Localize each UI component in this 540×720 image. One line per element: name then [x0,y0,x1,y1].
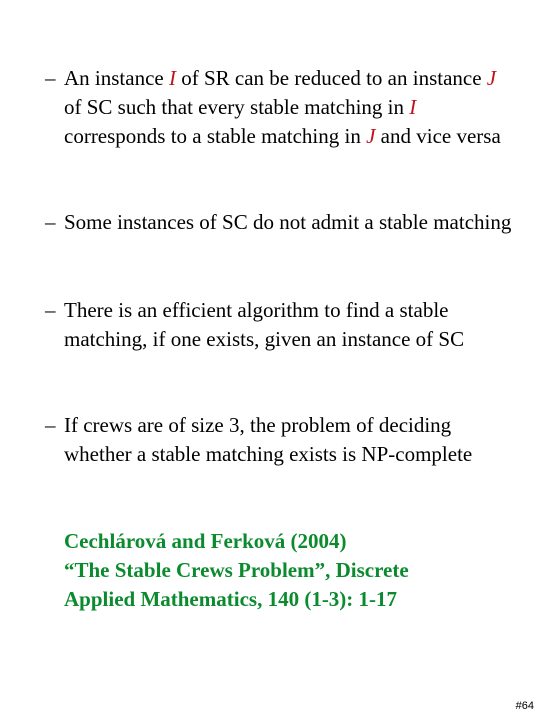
reference-citation [64,527,514,614]
variable-j: J [366,124,376,148]
bullet-efficient-algorithm [45,296,515,354]
reference-line: Applied Mathematics, 140 (1-3): 1-17 [64,587,398,611]
variable-j: J [486,66,497,90]
bullet-dash: – [45,413,56,437]
text-segment: and vice versa [375,124,501,148]
bullet-dash: – [45,66,56,90]
bullet-text: If crews are of size 3, the problem of deciding whether a stable matching exists is NP-complete [64,413,473,466]
bullet-no-stable-matching [45,208,515,237]
variable-i: I [409,95,417,119]
slide-number: #64 [515,700,534,712]
text-segment: of SC such that every stable matching in [64,95,410,119]
bullet-dash: – [45,210,56,234]
text-segment: of SR can be reduced to an instance [175,66,487,90]
text-segment: An instance [64,66,169,90]
bullet-text: Some instances of SC do not admit a stable matching [64,210,512,234]
bullet-text: There is an efficient algorithm to find a stable matching, if one exists, given an instance of SC [64,298,465,351]
reference-line: Cechlárová and Ferková (2004) [64,529,347,553]
bullet-text [45,64,515,151]
reference-line: “The Stable Crews Problem”, Discrete [64,558,409,582]
bullet-dash: – [45,298,56,322]
bullet-reduction [45,64,515,151]
variable-i: I [168,66,176,90]
text-segment: corresponds to a stable matching in [64,124,367,148]
bullet-np-complete [45,411,515,469]
